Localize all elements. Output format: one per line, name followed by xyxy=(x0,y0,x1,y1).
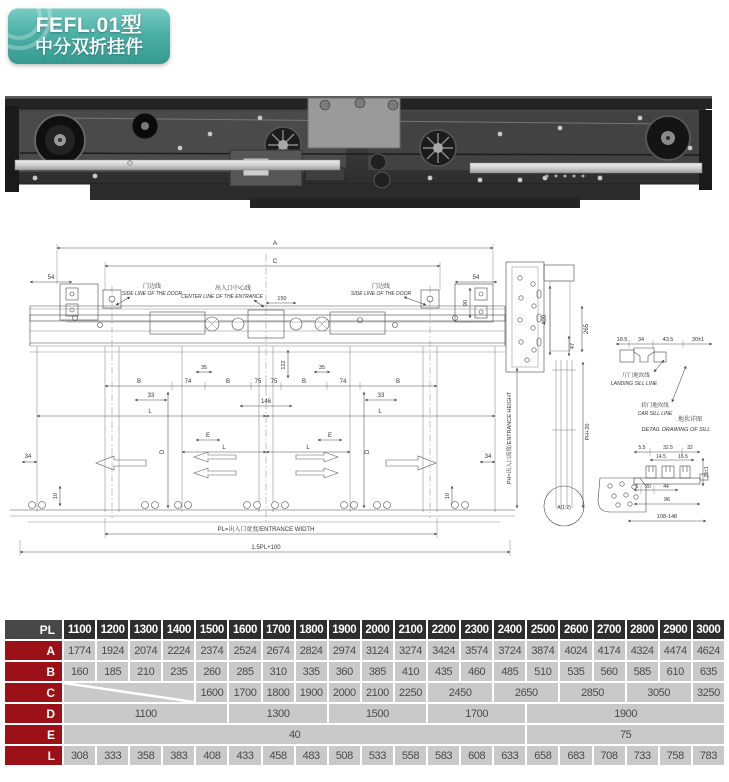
dim-D-left: D xyxy=(160,449,166,455)
table-cell: 2850 xyxy=(560,683,624,702)
table-cell: 385 xyxy=(362,662,393,681)
table-cell: 410 xyxy=(395,662,426,681)
dim-35-left: 35 xyxy=(200,365,208,371)
table-cell: 683 xyxy=(560,746,591,765)
table-cell: 658 xyxy=(527,746,558,765)
table-cell: 1800 xyxy=(263,683,294,702)
dim-146: 146 xyxy=(260,399,272,405)
dim-122: 122 xyxy=(281,360,287,370)
side-view xyxy=(505,262,591,526)
table-col-header: 2900 xyxy=(660,620,691,639)
table-col-header: 2500 xyxy=(527,620,558,639)
side-line-label-left-en: SIDE LINE OF THE DOOR xyxy=(121,291,183,297)
dim-32: 32 xyxy=(687,445,693,451)
dim-sill-34: 34 xyxy=(637,337,645,343)
dim-L-outer-left: L xyxy=(148,409,152,415)
table-cell: 3050 xyxy=(627,683,691,702)
table-cell: 733 xyxy=(627,746,658,765)
dim-54-left: 54 xyxy=(47,275,55,281)
dim-33-left: 33 xyxy=(147,393,155,399)
table-cell: 510 xyxy=(527,662,558,681)
table-cell: 1900 xyxy=(527,704,724,723)
dim-25: 25±1 xyxy=(704,466,710,478)
table-cell: 1700 xyxy=(229,683,260,702)
table-cell: 333 xyxy=(97,746,128,765)
table-col-header: 1600 xyxy=(229,620,260,639)
dim-54-right: 54 xyxy=(472,275,480,281)
table-cell: 610 xyxy=(660,662,691,681)
sill-detail-title-en: DETAIL DRAWING OF SILL xyxy=(641,427,711,433)
badge-name-text: 中分双折挂件 xyxy=(35,37,143,58)
table-cell: 433 xyxy=(229,746,260,765)
left-mounting-bracket xyxy=(60,284,98,320)
table-cell: 633 xyxy=(494,746,525,765)
table-cell: 40 xyxy=(64,725,525,744)
hanger-roller-right xyxy=(420,130,456,166)
dim-34-right: 34 xyxy=(484,454,492,460)
table-cell: 1924 xyxy=(97,641,128,660)
dim-10-left: 10 xyxy=(53,492,59,500)
table-cell: 758 xyxy=(660,746,691,765)
table-cell: 383 xyxy=(163,746,194,765)
table-cell: 335 xyxy=(296,662,327,681)
table-cell: 1900 xyxy=(296,683,327,702)
table-cell: 4174 xyxy=(594,641,625,660)
table-row-label: A xyxy=(5,641,62,660)
dim-ph20: PH+20 xyxy=(585,423,591,441)
table-row-label: D xyxy=(5,704,62,723)
sill-rail-right xyxy=(470,163,702,173)
table-cell: 3274 xyxy=(395,641,426,660)
table-col-header: 2800 xyxy=(627,620,658,639)
dim-E-left: E xyxy=(205,433,211,439)
table-cell: 4624 xyxy=(693,641,724,660)
door-panels xyxy=(30,346,505,512)
sill-extrusion xyxy=(634,466,708,484)
dim-35-right: 35 xyxy=(318,365,326,371)
dim-L-inner-right: L xyxy=(306,445,310,451)
table-cell xyxy=(64,683,194,702)
table-cell: 408 xyxy=(196,746,227,765)
table-cell: 1774 xyxy=(64,641,95,660)
table-cell: 1100 xyxy=(64,704,227,723)
dim-265: 265 xyxy=(584,323,590,335)
dim-B: B xyxy=(136,379,142,385)
table-cell: 235 xyxy=(163,662,194,681)
table-cell: 483 xyxy=(296,746,327,765)
table-cell: 260 xyxy=(196,662,227,681)
dim-A: A xyxy=(272,240,278,247)
table-col-header: 1900 xyxy=(329,620,360,639)
sill-section xyxy=(611,337,712,417)
table-col-header: 2600 xyxy=(560,620,591,639)
table-cell: 2000 xyxy=(329,683,360,702)
sill-detail-title-cn: 地坎详图 xyxy=(677,417,703,423)
table-cell: 2450 xyxy=(428,683,492,702)
table-cell: 160 xyxy=(64,662,95,681)
table-cell: 458 xyxy=(263,746,294,765)
right-mounting-bracket xyxy=(455,284,493,322)
sill-line xyxy=(10,502,515,523)
table-cell: 1300 xyxy=(229,704,326,723)
table-cell: 2650 xyxy=(494,683,558,702)
table-cell: 560 xyxy=(594,662,625,681)
table-cell: 583 xyxy=(428,746,459,765)
table-col-header: 2200 xyxy=(428,620,459,639)
car-sill-label-cn: 轿门地坎线 xyxy=(641,403,669,409)
sill-detail xyxy=(598,415,710,521)
entrance-width-label: PL=出入口宽度/ENTRANCE WIDTH xyxy=(217,527,315,533)
table-cell: 608 xyxy=(461,746,492,765)
table-cell: 4474 xyxy=(660,641,691,660)
dim-47: 47 xyxy=(570,342,576,350)
dim-E-right: E xyxy=(327,433,333,439)
table-cell: 2824 xyxy=(296,641,327,660)
table-cell: 210 xyxy=(130,662,161,681)
dimension-drawing xyxy=(0,228,729,590)
dim-18-5: 18.5 xyxy=(616,337,628,343)
table-cell: 285 xyxy=(229,662,260,681)
table-row-label: L xyxy=(5,746,62,765)
table-cell: 1700 xyxy=(428,704,525,723)
guide-shoe-rollers xyxy=(29,502,469,509)
side-line-label-left-cn: 门边线 xyxy=(142,284,162,290)
table-cell: 635 xyxy=(693,662,724,681)
dim-150: 150 xyxy=(277,296,287,302)
table-col-header: 1100 xyxy=(64,620,95,639)
table-cell: 2374 xyxy=(196,641,227,660)
landing-sill-label-en: LANDING SILL LINE xyxy=(610,381,658,387)
center-line-label-en: CENTER LINE OF THE ENTRANCE xyxy=(181,294,263,300)
dim-14-5: 14.5 xyxy=(656,454,666,460)
dim-33-right: 33 xyxy=(377,393,385,399)
table-col-header: 2400 xyxy=(494,620,525,639)
table-col-header: 1500 xyxy=(196,620,227,639)
table-cell: 1600 xyxy=(196,683,227,702)
dim-75: 75 xyxy=(270,379,278,385)
table-cell: 75 xyxy=(527,725,724,744)
side-line-label-right-en: SIDE LINE OF THE DOOR xyxy=(350,291,412,297)
header-track xyxy=(30,306,505,346)
operator-photo xyxy=(0,0,729,230)
dim-5-5: 5.5 xyxy=(638,445,646,451)
side-line-label-right-cn: 门边线 xyxy=(371,284,391,290)
dim-96: 96 xyxy=(663,497,671,503)
table-cell: 708 xyxy=(594,746,625,765)
table-cell: 3250 xyxy=(693,683,724,702)
table-cell: 2250 xyxy=(395,683,426,702)
front-view xyxy=(10,240,515,556)
table-row-label: C xyxy=(5,683,62,702)
center-line-label-cn: 出入口中心线 xyxy=(214,286,252,292)
table-cell: 358 xyxy=(130,746,161,765)
table-cell: 3874 xyxy=(527,641,558,660)
dim-34-left: 34 xyxy=(24,454,32,460)
table-cell: 485 xyxy=(494,662,525,681)
table-row-label: B xyxy=(5,662,62,681)
table-col-header: 2300 xyxy=(461,620,492,639)
table-cell: 3724 xyxy=(494,641,525,660)
table-header-label: PL xyxy=(5,620,62,639)
dim-108-148: 108-148 xyxy=(656,514,678,520)
table-cell: 2524 xyxy=(229,641,260,660)
table-cell: 508 xyxy=(329,746,360,765)
table-cell: 2224 xyxy=(163,641,194,660)
table-cell: 2074 xyxy=(130,641,161,660)
landing-sill-label-cn: 厅门地坎线 xyxy=(622,373,650,379)
table-cell: 3424 xyxy=(428,641,459,660)
dim-L-inner-left: L xyxy=(222,445,226,451)
dim-L-outer-right: L xyxy=(378,409,382,415)
car-sill-label-en: CAR SILL LINE xyxy=(637,411,673,417)
table-cell: 4324 xyxy=(627,641,658,660)
table-cell: 308 xyxy=(64,746,95,765)
table-cell: 360 xyxy=(329,662,360,681)
hanger-rollers xyxy=(205,317,329,331)
entrance-height-label: PH=出入口高度/ENTRANCE HEIGHT xyxy=(507,391,513,485)
table-cell: 558 xyxy=(395,746,426,765)
table-col-header: 2700 xyxy=(594,620,625,639)
door-operator-assembly xyxy=(5,96,712,208)
dim-74: 74 xyxy=(339,379,347,385)
dim-43-5: 43.5 xyxy=(662,337,674,343)
table-row-label: E xyxy=(5,725,62,744)
dim-B: B xyxy=(395,379,401,385)
table-col-header: 1800 xyxy=(296,620,327,639)
table-cell: 460 xyxy=(461,662,492,681)
detail-callout-ref: A(1:2) xyxy=(557,505,571,511)
dim-D-right: D xyxy=(365,449,371,455)
dim-90: 90 xyxy=(463,299,469,307)
dim-B: B xyxy=(301,379,307,385)
table-cell: 3124 xyxy=(362,641,393,660)
dim-400: 400 xyxy=(542,314,548,326)
table-col-header: 2100 xyxy=(395,620,426,639)
sill-rail-left xyxy=(15,160,340,170)
table-cell: 1500 xyxy=(329,704,426,723)
table-cell: 2974 xyxy=(329,641,360,660)
table-cell: 310 xyxy=(263,662,294,681)
table-cell: 185 xyxy=(97,662,128,681)
table-cell: 533 xyxy=(362,746,393,765)
dim-75: 75 xyxy=(254,379,262,385)
spec-table xyxy=(3,618,726,767)
dim-74: 74 xyxy=(184,379,192,385)
table-cell: 783 xyxy=(693,746,724,765)
overall-width-label: 1.5PL+100 xyxy=(251,545,281,551)
dim-32-5: 32.5 xyxy=(663,445,673,451)
table-col-header: 1700 xyxy=(263,620,294,639)
table-cell: 435 xyxy=(428,662,459,681)
table-cell: 3574 xyxy=(461,641,492,660)
dim-C: C xyxy=(272,258,278,265)
dim-row-b xyxy=(105,379,437,390)
dim-44: 44 xyxy=(663,484,669,490)
dim-10-right: 10 xyxy=(445,492,451,500)
table-cell: 2100 xyxy=(362,683,393,702)
table-cell: 4024 xyxy=(560,641,591,660)
table-cell: 535 xyxy=(560,662,591,681)
table-col-header: 1300 xyxy=(130,620,161,639)
gusset-plate xyxy=(598,478,646,512)
table-col-header: 2000 xyxy=(362,620,393,639)
table-col-header: 3000 xyxy=(693,620,724,639)
dim-B: B xyxy=(225,379,231,385)
sill-profile xyxy=(620,348,666,362)
dim-30: 30±1 xyxy=(691,337,705,343)
badge-model-text: FEFL.01型 xyxy=(35,13,143,37)
dim-5: 5 xyxy=(635,484,639,490)
table-col-header: 1200 xyxy=(97,620,128,639)
table-cell: 585 xyxy=(627,662,658,681)
table-cell: 2674 xyxy=(263,641,294,660)
dim-20: 20 xyxy=(645,484,651,490)
dim-16-5: 16.5 xyxy=(678,454,688,460)
table-col-header: 1400 xyxy=(163,620,194,639)
